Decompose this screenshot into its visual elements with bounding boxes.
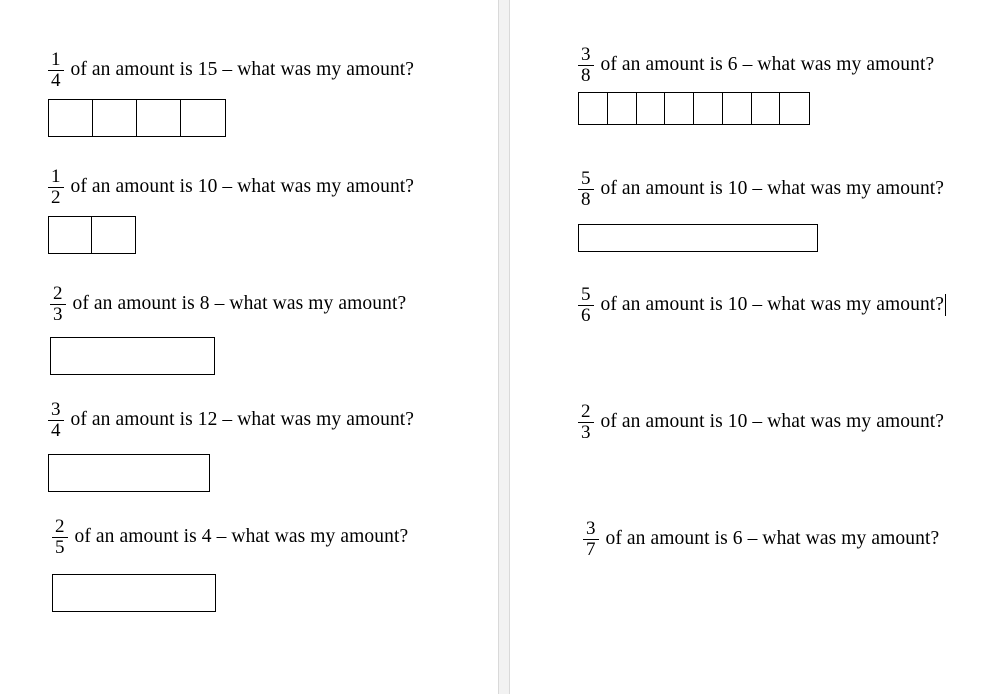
bar-cell[interactable]	[137, 100, 181, 136]
bar-cell[interactable]	[53, 575, 215, 611]
bar-cell[interactable]	[49, 217, 92, 253]
question-block-q10[interactable]	[583, 519, 939, 560]
question-line	[50, 284, 406, 325]
bar-cell[interactable]	[723, 93, 752, 124]
bar-cell[interactable]	[51, 338, 214, 374]
fraction-denominator: 3	[578, 422, 594, 443]
fraction-denominator: 3	[50, 304, 66, 325]
question-line	[48, 50, 414, 91]
question-block-q8[interactable]	[578, 285, 946, 326]
page-gutter-divider	[498, 0, 510, 694]
fraction-denominator: 5	[52, 537, 68, 558]
question-line	[578, 169, 944, 210]
question-block-q4[interactable]	[48, 400, 414, 492]
question-line	[578, 402, 944, 443]
question-text: of an amount is 6 – what was my amount?	[600, 54, 935, 76]
question-text: of an amount is 4 – what was my amount?	[74, 526, 409, 548]
question-block-q6[interactable]	[578, 45, 934, 125]
bar-cell[interactable]	[92, 217, 135, 253]
fraction-numerator: 5	[581, 284, 591, 305]
question-line	[578, 45, 934, 86]
question-text: of an amount is 10 – what was my amount?	[600, 178, 945, 200]
bar-cell[interactable]	[608, 93, 637, 124]
bar-model-q4[interactable]	[48, 454, 210, 492]
fraction-denominator: 4	[48, 420, 64, 441]
bar-model-q5[interactable]	[52, 574, 216, 612]
fraction-q8	[578, 285, 594, 326]
bar-cell[interactable]	[49, 100, 93, 136]
bar-cell[interactable]	[694, 93, 723, 124]
fraction-numerator: 2	[55, 516, 65, 537]
bar-cell[interactable]	[181, 100, 225, 136]
question-block-q3[interactable]	[50, 284, 406, 375]
question-line	[52, 517, 408, 558]
bar-model-q2[interactable]	[48, 216, 136, 254]
question-block-q5[interactable]	[52, 517, 408, 612]
fraction-numerator: 3	[586, 518, 596, 539]
fraction-q2	[48, 167, 64, 208]
question-text: of an amount is 12 – what was my amount?	[70, 409, 415, 431]
question-block-q9[interactable]	[578, 402, 944, 443]
fraction-numerator: 3	[581, 44, 591, 65]
fraction-q3	[50, 284, 66, 325]
fraction-numerator: 3	[51, 399, 61, 420]
text-cursor	[945, 294, 946, 316]
fraction-q10	[583, 519, 599, 560]
fraction-denominator: 8	[578, 65, 594, 86]
fraction-denominator: 7	[583, 539, 599, 560]
bar-cell[interactable]	[665, 93, 694, 124]
fraction-q7	[578, 169, 594, 210]
question-line	[48, 167, 414, 208]
question-line	[578, 285, 946, 326]
question-line	[48, 400, 414, 441]
question-text: of an amount is 10 – what was my amount?	[70, 176, 415, 198]
bar-cell[interactable]	[93, 100, 138, 136]
fraction-denominator: 8	[578, 189, 594, 210]
question-text: of an amount is 15 – what was my amount?	[70, 59, 415, 81]
question-block-q7[interactable]	[578, 169, 944, 252]
fraction-denominator: 2	[48, 187, 64, 208]
question-block-q2[interactable]	[48, 167, 414, 254]
right-column	[510, 0, 998, 694]
question-text: of an amount is 8 – what was my amount?	[72, 293, 407, 315]
bar-cell[interactable]	[579, 225, 817, 251]
fraction-q9	[578, 402, 594, 443]
fraction-numerator: 5	[581, 168, 591, 189]
fraction-numerator: 1	[51, 166, 61, 187]
fraction-q5	[52, 517, 68, 558]
fraction-numerator: 2	[581, 401, 591, 422]
question-text: of an amount is 10 – what was my amount?	[600, 294, 945, 316]
fraction-numerator: 2	[53, 283, 63, 304]
fraction-denominator: 6	[578, 305, 594, 326]
bar-model-q7[interactable]	[578, 224, 818, 252]
question-block-q1[interactable]	[48, 50, 414, 137]
question-text: of an amount is 10 – what was my amount?	[600, 411, 945, 433]
fraction-numerator: 1	[51, 49, 61, 70]
fraction-q4	[48, 400, 64, 441]
bar-cell[interactable]	[579, 93, 608, 124]
question-text: of an amount is 6 – what was my amount?	[605, 528, 940, 550]
bar-model-q3[interactable]	[50, 337, 215, 375]
left-column	[0, 0, 498, 694]
fraction-denominator: 4	[48, 70, 64, 91]
bar-model-q1[interactable]	[48, 99, 226, 137]
bar-cell[interactable]	[780, 93, 809, 124]
fraction-q1	[48, 50, 64, 91]
bar-model-q6[interactable]	[578, 92, 810, 125]
bar-cell[interactable]	[752, 93, 781, 124]
bar-cell[interactable]	[637, 93, 666, 124]
question-line	[583, 519, 939, 560]
bar-cell[interactable]	[49, 455, 209, 491]
fraction-q6	[578, 45, 594, 86]
